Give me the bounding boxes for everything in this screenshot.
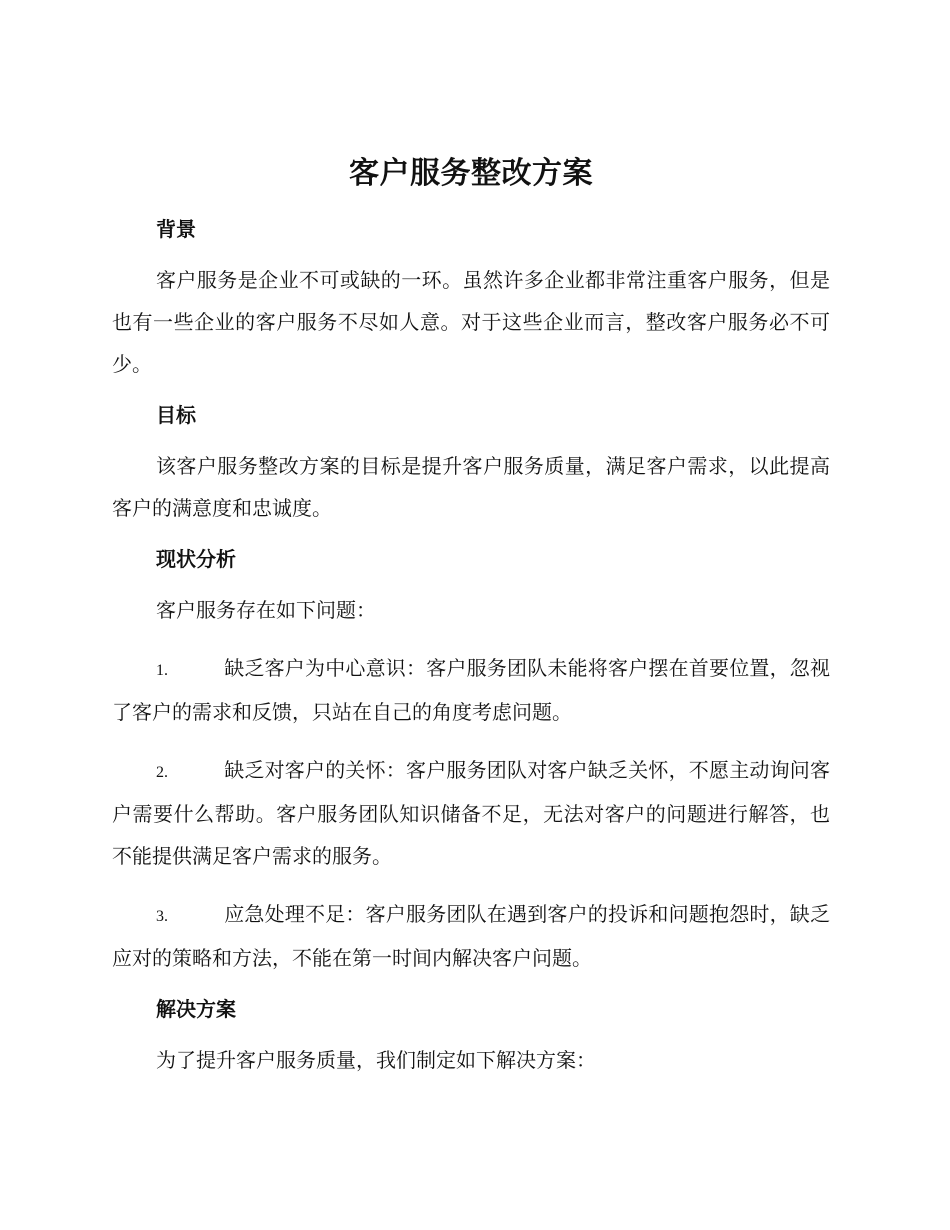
background-paragraph: 客户服务是企业不可或缺的一环。虽然许多企业都非常注重客户服务，但是也有一些企业的客户服务不尽如人意。对于这些企业而言，整改客户服务必不可少。: [112, 270, 830, 376]
list-item-number: 3.: [156, 908, 168, 925]
list-item-text: 缺乏对客户的关怀：客户服务团队对客户缺乏关怀，不愿主动询问客户需要什么帮助。客户服务团队知识储备不足，无法对客户的问题进行解答，也不能提供满足客户需求的服务。: [112, 760, 830, 868]
section-heading-analysis: 现状分析: [156, 549, 236, 571]
document-content: [112, 146, 830, 1082]
section-heading-solution: 解决方案: [156, 999, 236, 1021]
list-item-text: 缺乏客户为中心意识：客户服务团队未能将客户摆在首要位置，忽视了客户的需求和反馈，只站在自己的角度考虑问题。: [112, 658, 830, 724]
page-title: 客户服务整改方案: [349, 157, 593, 190]
list-item-text: 应急处理不足：客户服务团队在遇到客户的投诉和问题抱怨时，缺乏应对的策略和方法，不能在第一时间内解决客户问题。: [112, 904, 830, 970]
analysis-intro-paragraph: 客户服务存在如下问题：: [156, 600, 376, 622]
list-item-number: 2.: [156, 764, 168, 781]
goals-paragraph: 该客户服务整改方案的目标是提升客户服务质量，满足客户需求，以此提高客户的满意度和忠诚度。: [112, 456, 830, 520]
list-item: [112, 750, 830, 878]
section-heading-goals: 目标: [156, 405, 196, 427]
list-item-number: 1.: [156, 662, 168, 679]
list-item: [112, 894, 830, 980]
section-heading-background: 背景: [156, 219, 196, 241]
solution-intro-paragraph: 为了提升客户服务质量，我们制定如下解决方案：: [156, 1050, 596, 1072]
list-item: [112, 648, 830, 734]
